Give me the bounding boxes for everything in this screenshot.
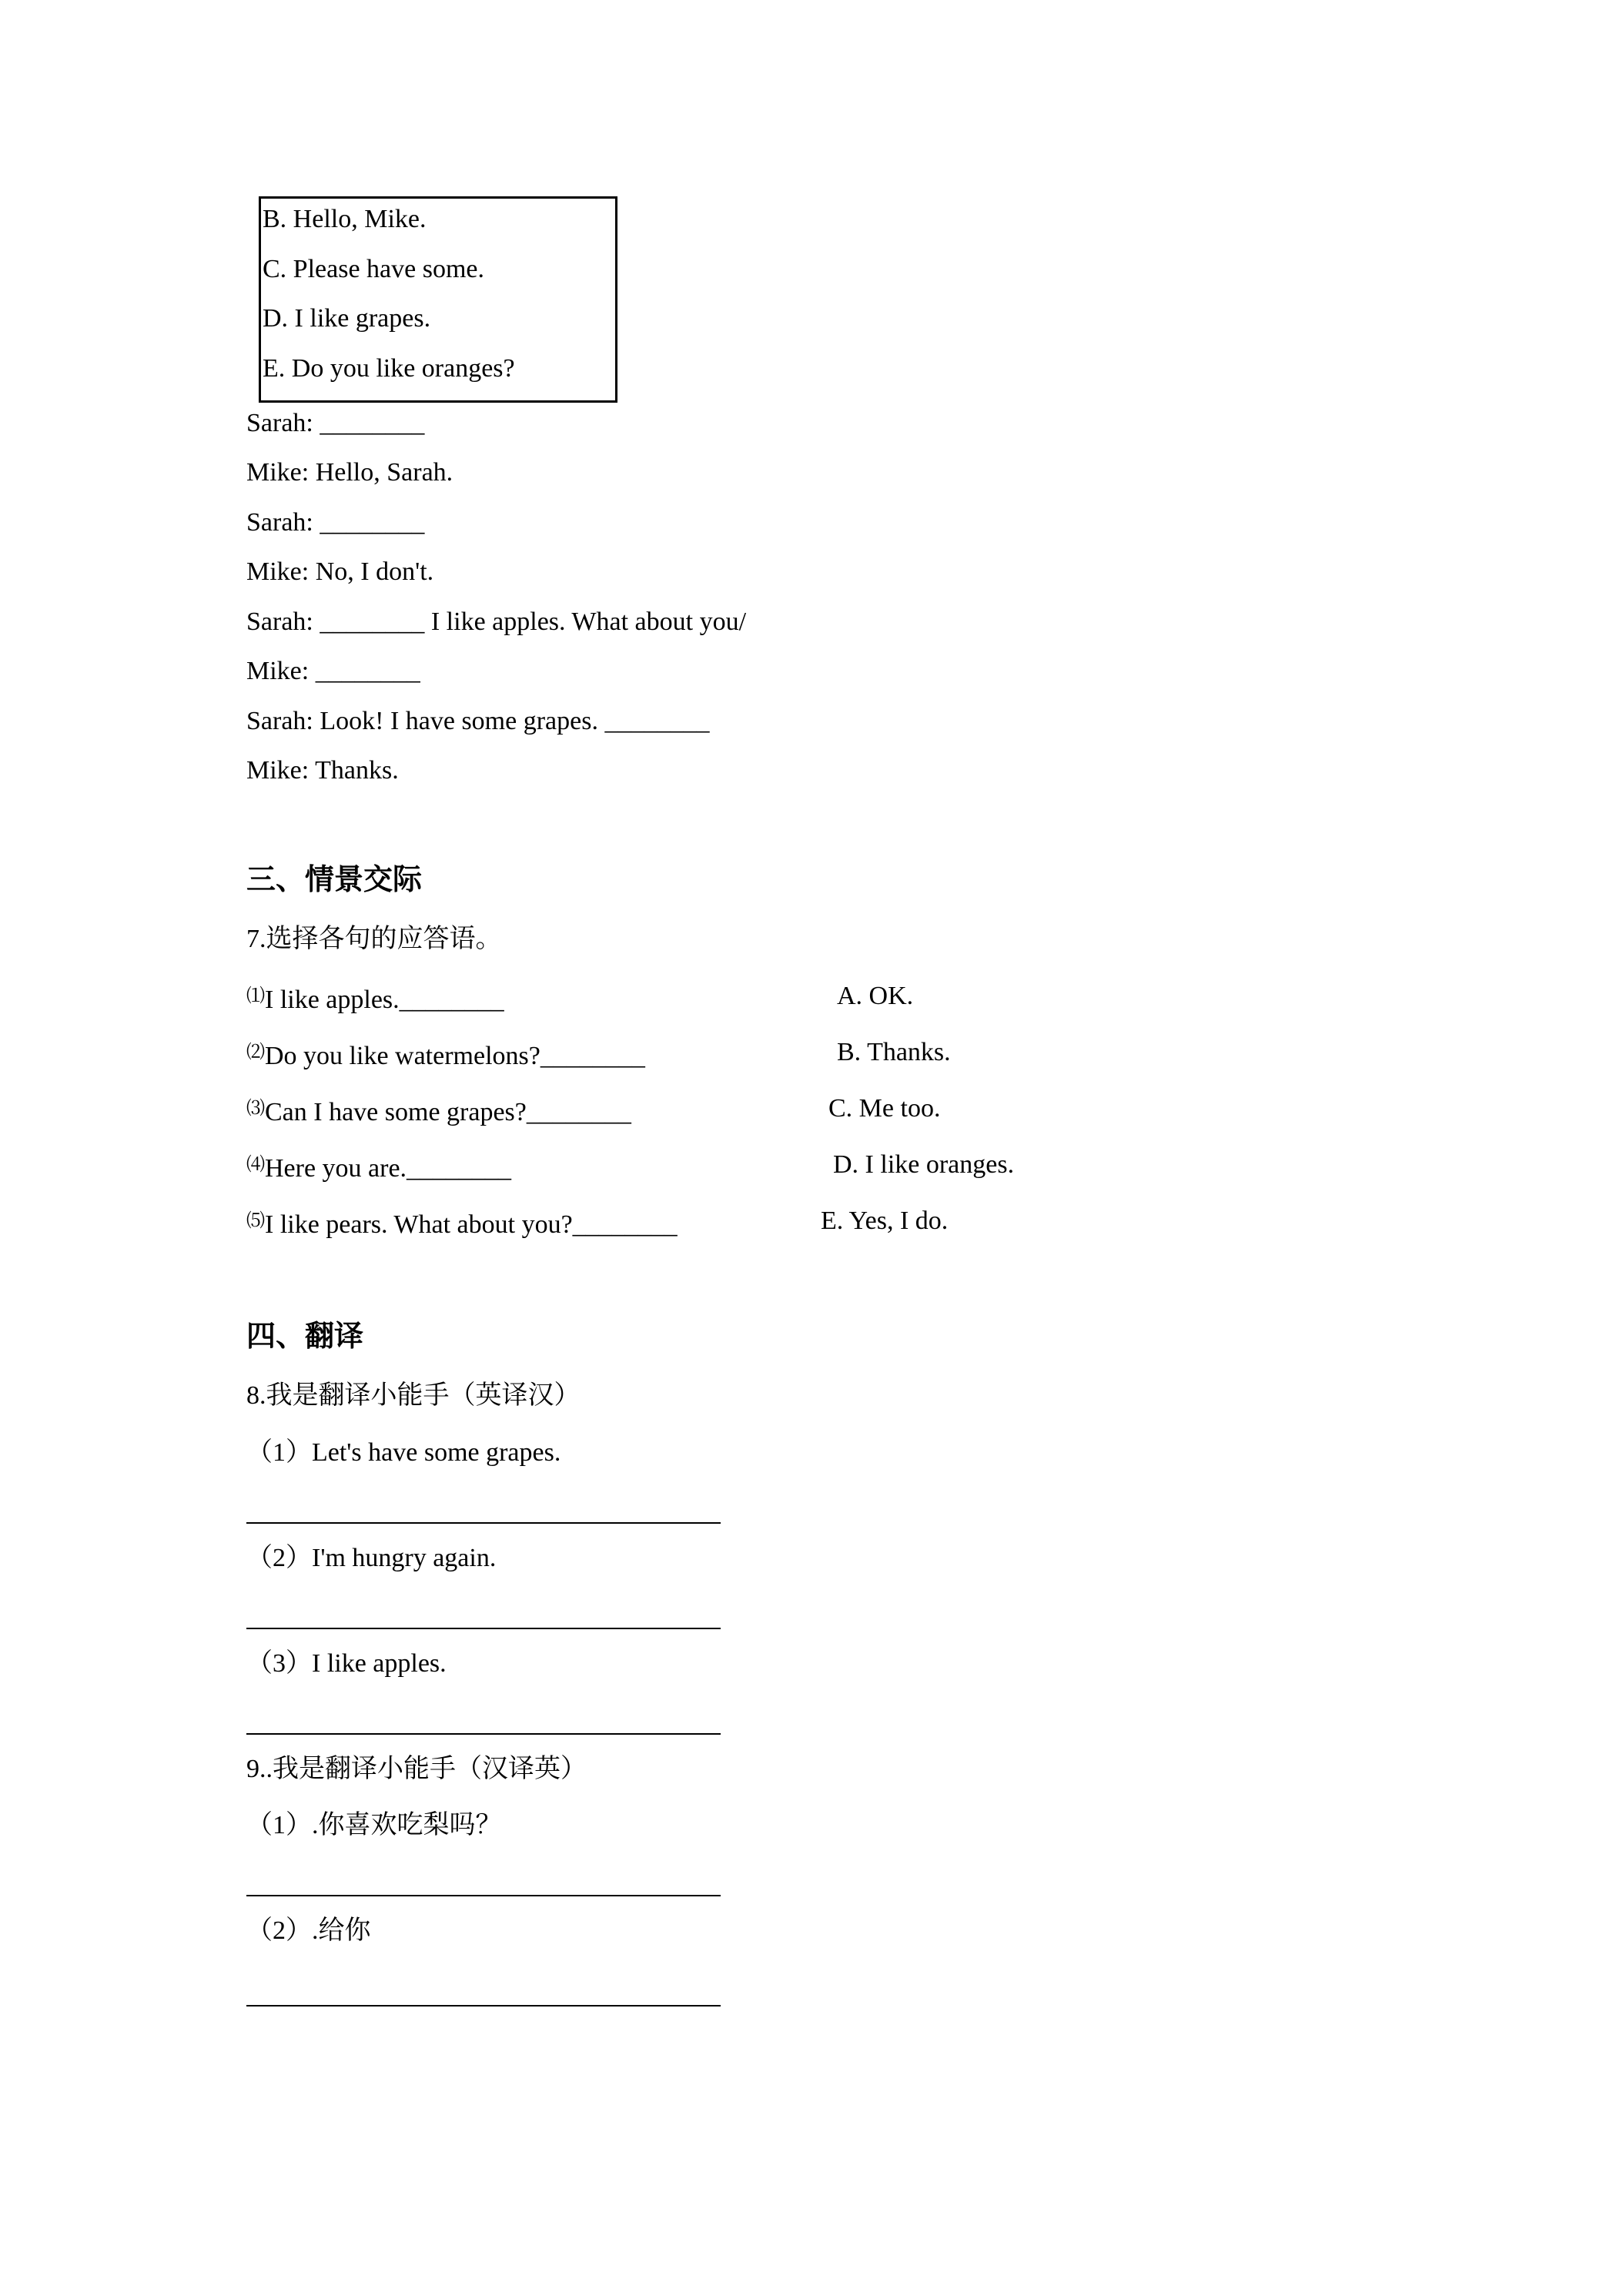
- dialogue-line: Sarah: ________ I like apples. What about you/: [246, 607, 747, 636]
- item-text: Here you are.________: [265, 1154, 512, 1183]
- dialogue-line: Mike: No, I don't.: [246, 557, 434, 586]
- option-d: D. I like grapes.: [263, 304, 431, 333]
- answer-line: [246, 1628, 721, 1629]
- match-answer: D. I like oranges.: [833, 1150, 1015, 1179]
- item-text: I like apples.________: [265, 986, 504, 1014]
- match-item: [246, 1037, 645, 1072]
- match-answer: A. OK.: [837, 982, 914, 1010]
- dialogue-line: Mike: Hello, Sarah.: [246, 458, 453, 487]
- answer-line: [246, 1895, 721, 1896]
- match-item: [246, 1150, 511, 1184]
- match-item: [246, 981, 504, 1016]
- section-heading: 三、情景交际: [246, 862, 423, 896]
- option-c: C. Please have some.: [263, 255, 484, 283]
- dialogue-line: Mike: ________: [246, 657, 420, 685]
- question-title: 7.选择各句的应答语。: [246, 925, 502, 953]
- item-number: ⑴: [246, 986, 265, 1006]
- item-text: Do you like watermelons?________: [265, 1042, 645, 1070]
- dialogue-line: Sarah: Look! I have some grapes. ________: [246, 707, 710, 735]
- section-heading: 四、翻译: [246, 1319, 364, 1353]
- match-answer: C. Me too.: [828, 1094, 941, 1123]
- match-answer: E. Yes, I do.: [821, 1207, 949, 1235]
- item-text: I like pears. What about you?________: [265, 1210, 678, 1239]
- dialogue-line: Sarah: ________: [246, 508, 425, 537]
- translation-prompt: （2）I'm hungry again.: [246, 1544, 497, 1572]
- option-b: B. Hello, Mike.: [263, 205, 427, 233]
- answer-line: [246, 2005, 721, 2006]
- translation-prompt: （1）.你喜欢吃梨吗？: [246, 1811, 502, 1839]
- translation-prompt: （3）I like apples.: [246, 1649, 447, 1678]
- item-number: ⑶: [246, 1099, 265, 1119]
- dialogue-line: Sarah: ________: [246, 409, 425, 437]
- answer-line: [246, 1733, 721, 1735]
- match-item: [246, 1206, 678, 1240]
- answer-line: [246, 1522, 721, 1524]
- option-e: E. Do you like oranges?: [263, 354, 515, 383]
- item-number: ⑷: [246, 1155, 265, 1175]
- match-answer: B. Thanks.: [837, 1038, 951, 1066]
- translation-prompt: （1）Let's have some grapes.: [246, 1438, 561, 1467]
- item-number: ⑸: [246, 1211, 265, 1231]
- item-text: Can I have some grapes?________: [265, 1098, 631, 1126]
- question-title: 8.我是翻译小能手（英译汉）: [246, 1381, 581, 1410]
- translation-prompt: （2）.给你: [246, 1916, 371, 1945]
- question-title: 9..我是翻译小能手（汉译英）: [246, 1755, 587, 1783]
- item-number: ⑵: [246, 1043, 265, 1063]
- match-item: [246, 1093, 631, 1128]
- dialogue-line: Mike: Thanks.: [246, 756, 399, 785]
